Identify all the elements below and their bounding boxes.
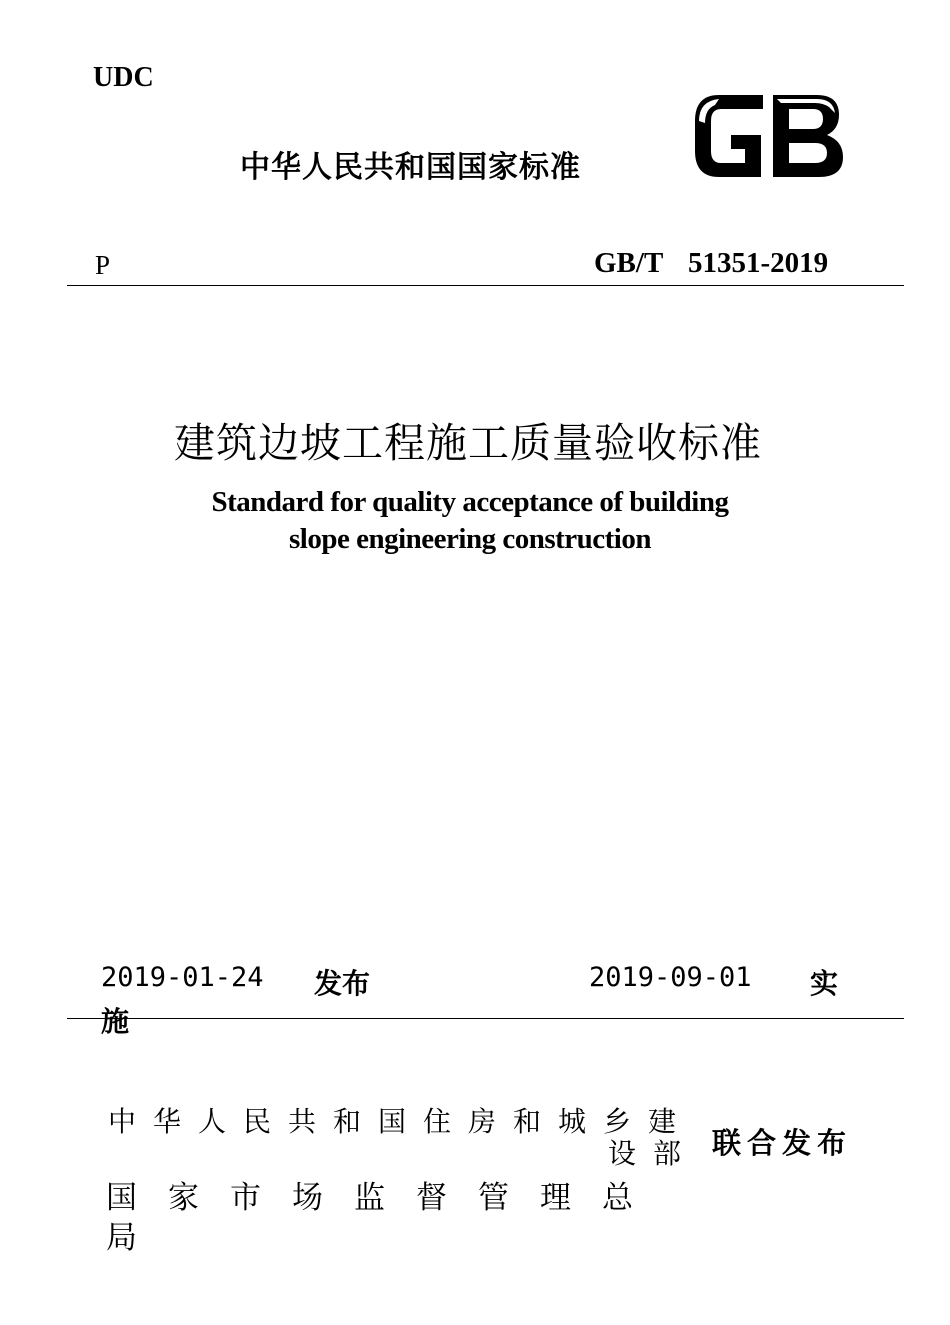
national-standard-title: 中华人民共和国国家标准 (240, 150, 581, 185)
issue-label: 发布 (314, 967, 371, 1000)
english-title-line-1: Standard for quality acceptance of building (211, 486, 729, 518)
dates-divider (67, 1018, 904, 1019)
implementation-date: 2019-09-01 (589, 962, 752, 993)
issuer-ministry-line-2: 设部 (608, 1137, 699, 1170)
issuer-samr-line-2: 局 (106, 1220, 137, 1256)
udc-label: UDC (93, 62, 154, 93)
english-title (0, 484, 940, 558)
header-divider (67, 285, 904, 286)
issuer-ministry-line-1: 中华人民共和国住房和城乡建 (108, 1105, 694, 1138)
implementation-label-part-1: 实 (810, 967, 839, 1000)
issue-date: 2019-01-24 (101, 962, 264, 993)
chinese-title: 建筑边坡工程施工质量验收标准 (174, 419, 762, 467)
standard-number: GB/T 51351-2019 (594, 247, 829, 279)
joint-issue-label: 联合发布 (712, 1126, 853, 1160)
implementation-label-part-2: 施 (101, 1005, 130, 1038)
english-title-line-2: slope engineering construction (289, 523, 651, 555)
gb-logo (693, 93, 845, 179)
classification-code: P (95, 250, 111, 280)
issuer-samr-line-1: 国家市场监督管理总 (106, 1180, 664, 1216)
